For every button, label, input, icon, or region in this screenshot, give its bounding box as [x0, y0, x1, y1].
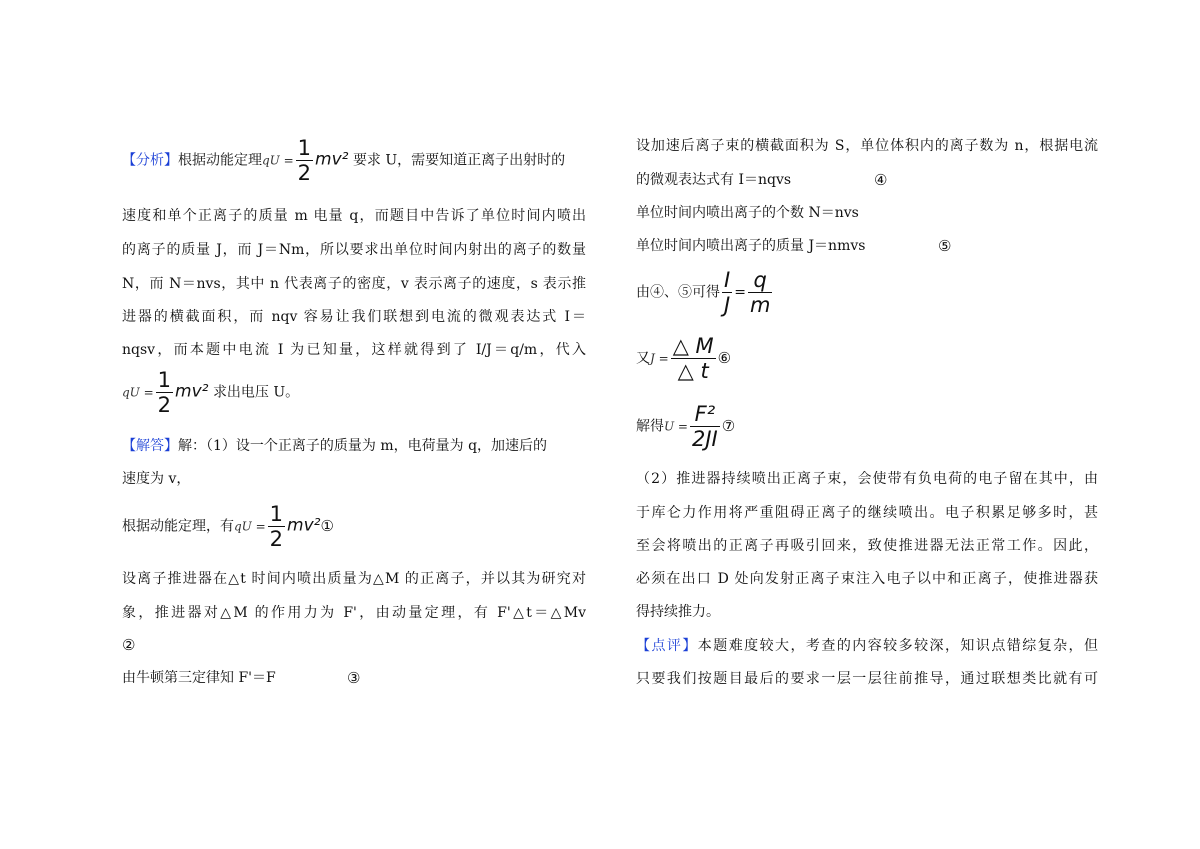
right-text: 解得	[636, 418, 664, 435]
equals-sign: =	[734, 284, 746, 301]
comment-tag: 【点评】	[636, 638, 698, 654]
comment-line-2: 只要我们按题目最后的要求一层一层往前推导，通过联想类比就有可	[636, 671, 1098, 687]
right-para-line-4: 必须在出口 D 处向发射正离子束注入电子以中和正离子，使推进器获	[636, 571, 1098, 587]
solution-line-4: 设离子推进器在△t 时间内喷出质量为△M 的正离子，并以其为研究对	[122, 571, 586, 587]
circled-number-2-glyph: ②	[122, 636, 136, 654]
right-para-line-1: （2）推进器持续喷出正离子束，会使带有负电荷的电子留在其中，由	[636, 471, 1098, 487]
fraction-denominator: m	[749, 293, 771, 317]
analysis-line-5: 进器的横截面积，而 nqv 容易让我们联想到电流的微观表达式 I＝	[122, 309, 586, 325]
fraction-numerator: q	[748, 268, 772, 293]
circled-number-3: ③	[347, 669, 361, 687]
right-text: 又	[636, 350, 650, 367]
fraction-numerator: 1	[297, 136, 312, 160]
circled-number-7: ⑦	[721, 416, 736, 435]
analysis-text: 要求 U，需要知道正离子出射时的	[352, 152, 566, 169]
analysis-line-1	[122, 136, 565, 185]
solution-line-3	[122, 502, 334, 551]
analysis-line-6: nqsv，而本题中电流 I 为已知量，这样就得到了 I/J＝q/m，代入	[122, 342, 586, 358]
fraction-half	[296, 136, 313, 185]
right-line-2	[636, 170, 888, 190]
analysis-line-4: N，而 N＝nvs，其中 n 代表离子的密度，v 表示离子的速度，s 表示推	[122, 276, 586, 292]
fraction-denominator: 2	[297, 161, 312, 185]
right-text: 单位时间内喷出离子的质量 J＝nmvs	[636, 238, 866, 254]
circled-number-4: ④	[874, 171, 888, 189]
fraction-denominator: 2	[269, 527, 284, 551]
analysis-tag: 【分析】	[122, 152, 178, 169]
formula-qU: qU =	[122, 385, 154, 400]
analysis-line-7	[122, 368, 299, 417]
analysis-line-3: 的离子的质量 J，而 J＝Nm，所以要求出单位时间内射出的离子的数量	[122, 242, 586, 258]
solution-tag: 【解答】	[122, 438, 178, 454]
fraction-numerator: △ M	[672, 334, 714, 358]
fraction-numerator: 1	[157, 368, 172, 392]
circled-number-5: ⑤	[938, 237, 952, 255]
fraction-dM-over-dt	[671, 334, 716, 383]
formula-U: U =	[664, 419, 688, 434]
right-line-4	[636, 236, 952, 256]
right-para-line-5: 得持续推力。	[636, 604, 720, 620]
fraction-q-over-m	[748, 268, 772, 317]
fraction-F2-over-2JI	[690, 402, 720, 451]
formula-J: J =	[650, 351, 669, 366]
right-text: 由④、⑤可得	[636, 284, 720, 301]
solution-text: 由牛顿第三定律知 F'＝F	[122, 670, 276, 686]
circled-number-6: ⑥	[717, 348, 732, 367]
fraction-numerator: F²	[690, 402, 720, 427]
fraction-half	[156, 368, 173, 417]
circled-number-2	[122, 635, 135, 656]
fraction-numerator: I	[724, 268, 731, 292]
fraction-denominator: J	[724, 293, 731, 317]
fraction-denominator: 2	[157, 393, 172, 417]
right-line-1: 设加速后离子束的横截面积为 S，单位体积内的离子数为 n，根据电流	[636, 138, 1098, 154]
formula-mv2: mv²	[175, 381, 209, 402]
analysis-text: 求出电压 U。	[212, 384, 300, 401]
analysis-line-2: 速度和单个正离子的质量 m 电量 q，而题目中告诉了单位时间内喷出	[122, 208, 586, 224]
analysis-text: 根据动能定理	[178, 152, 262, 169]
formula-mv2: mv²	[287, 515, 321, 536]
solution-text: 解：（1）设一个正离子的质量为 m，电荷量为 q，加速后的	[178, 438, 548, 454]
comment-line-1	[636, 636, 1098, 656]
right-line-7	[636, 402, 735, 451]
fraction-denominator: 2JI	[691, 427, 718, 451]
right-line-5	[636, 268, 774, 317]
solution-line-5: 象，推进器对△M 的作用力为 F'，由动量定理，有 F'△t＝△Mv	[122, 605, 586, 621]
solution-line-2: 速度为 v，	[122, 471, 191, 487]
solution-line-6	[122, 668, 361, 688]
fraction-I-over-J	[722, 268, 732, 317]
right-line-6	[636, 334, 731, 383]
circled-number-1: ①	[320, 516, 334, 535]
solution-text: 根据动能定理，有	[122, 518, 234, 535]
right-line-3: 单位时间内喷出离子的个数 N＝nvs	[636, 205, 859, 221]
right-para-line-3: 至会将喷出的正离子再吸引回来，致使推进器无法正常工作。因此，	[636, 538, 1098, 554]
fraction-half	[268, 502, 285, 551]
comment-text: 本题难度较大，考查的内容较多较深，知识点错综复杂，但	[697, 638, 1099, 654]
fraction-numerator: 1	[269, 502, 284, 526]
formula-qU: qU =	[234, 519, 266, 534]
right-para-line-2: 于库仑力作用将严重阻碍正离子的继续喷出。电子积累足够多时，甚	[636, 505, 1098, 521]
solution-line-1	[122, 436, 547, 456]
formula-qU: qU =	[262, 153, 294, 168]
formula-mv2: mv²	[315, 149, 349, 170]
right-text: 的微观表达式有 I＝nqvs	[636, 172, 792, 188]
fraction-denominator: △ t	[677, 359, 709, 383]
